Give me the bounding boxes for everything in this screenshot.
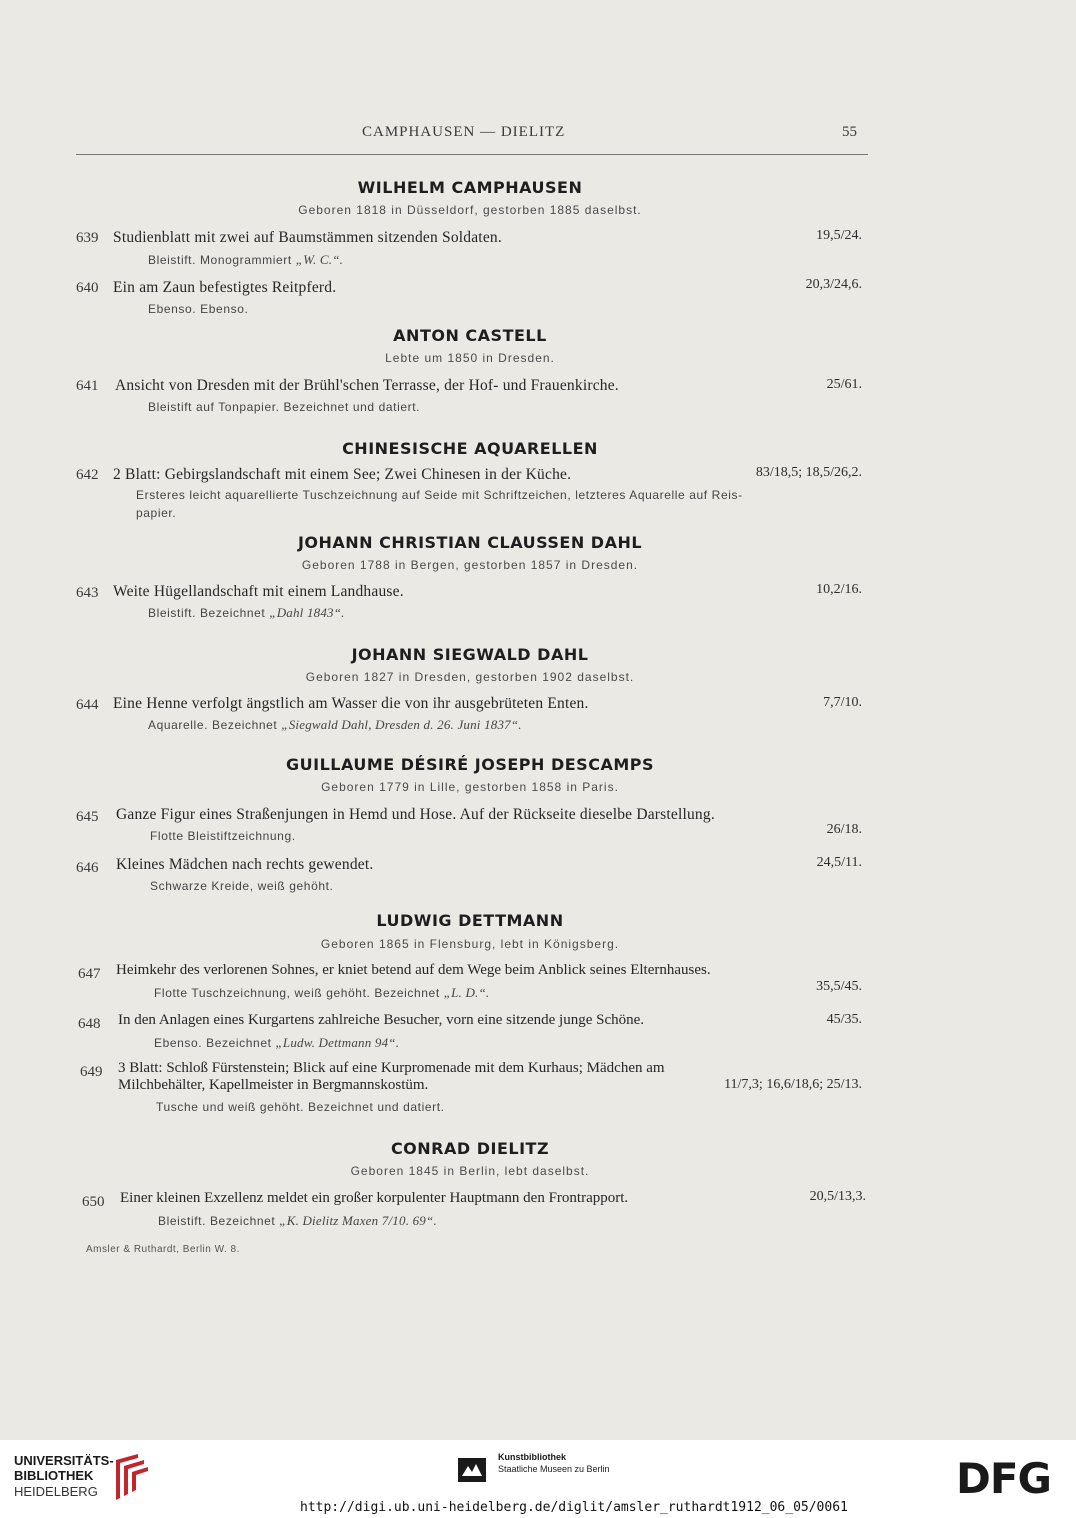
lot-title: Ansicht von Dresden mit der Brühl'schen Terrasse, der Hof- und Frauenkirche. [115,377,619,394]
artist-life: Geboren 1845 in Berlin, lebt daselbst. [350,1164,590,1178]
library-name-line1: UNIVERSITÄTS- [14,1453,114,1468]
dfg-logo[interactable]: DFG [956,1454,1052,1503]
artist-heading: JOHANN CHRISTIAN CLAUSSEN DAHL [297,533,643,552]
lot-note: Bleistift. Bezeichnet „Dahl 1843“. [148,605,345,620]
lot-note: Tusche und weiß gehöht. Bezeichnet und datiert. [156,1100,445,1114]
lot-note: Bleistift. Bezeichnet „K. Dielitz Maxen 7/10. 69“. [158,1213,437,1228]
source-url-link[interactable]: http://digi.ub.uni-heidelberg.de/diglit/amsler_ruthardt1912_06_05/0061 [300,1500,848,1515]
lot-note: Bleistift auf Tonpapier. Bezeichnet und datiert. [148,400,421,414]
lot-dimensions: 35,5/45. [816,979,862,994]
artist-heading: GUILLAUME DÉSIRÉ JOSEPH DESCAMPS [285,755,654,774]
artist-heading: ANTON CASTELL [393,326,547,345]
kunstbibliothek-mark-icon [458,1458,486,1482]
lot-title: 2 Blatt: Gebirgslandschaft mit einem See; Zwei Chinesen in der Küche. [113,466,572,483]
lot-note: Ersteres leicht aquarellierte Tuschzeichnung auf Seide mit Schriftzeichen, letzteres Aquarelle auf Reis- [136,488,743,502]
lot-dimensions: 83/18,5; 18,5/26,2. [755,465,862,480]
artist-life: Lebte um 1850 in Dresden. [385,351,555,365]
lot-title: Kleines Mädchen nach rechts gewendet. [116,856,374,873]
lot-dimensions: 26/18. [826,822,862,837]
lot-number: 640 [76,280,99,296]
lot-dimensions: 19,5/24. [816,228,862,243]
lot-title: Ganze Figur eines Straßenjungen in Hemd und Hose. Auf der Rückseite dieselbe Darstellung. [116,806,715,823]
lot-note-continued: papier. [136,506,177,520]
lot-dimensions: 25/61. [826,377,862,392]
artist-heading: CHINESISCHE AQUARELLEN [342,439,598,458]
artist-life: Geboren 1865 in Flensburg, lebt in Königsberg. [320,937,620,951]
ub-mark-icon [108,1454,148,1502]
lot-title: Studienblatt mit zwei auf Baumstämmen sitzenden Soldaten. [113,229,502,246]
lot-title: Heimkehr des verlorenen Sohnes, er kniet betend auf dem Wege beim Anblick seines Elternhauses. [116,962,711,978]
lot-dimensions: 7,7/10. [823,695,862,710]
lot-note: Bleistift. Monogrammiert „W. C.“. [148,252,344,267]
lot-dimensions: 45/35. [826,1012,862,1027]
artist-heading: JOHANN SIEGWALD DAHL [351,645,589,664]
lot-title: 3 Blatt: Schloß Fürstenstein; Blick auf eine Kurpromenade mit dem Kurhaus; Mädchen am [118,1060,665,1076]
lot-number: 641 [76,378,99,394]
kb-name-line1: Kunstbibliothek [498,1452,566,1462]
lot-title: Einer kleinen Exzellenz meldet ein großer korpulenter Hauptmann den Frontrapport. [120,1190,629,1206]
artist-heading: LUDWIG DETTMANN [376,911,564,930]
header-rule [76,154,868,155]
lot-dimensions: 10,2/16. [816,582,862,597]
lot-number: 650 [82,1194,105,1210]
artist-life: Geboren 1788 in Bergen, gestorben 1857 in Dresden. [301,558,639,572]
lot-number: 639 [76,230,99,246]
library-name-line3: HEIDELBERG [14,1484,98,1499]
artist-life: Geboren 1818 in Düsseldorf, gestorben 1885 daselbst. [298,203,642,217]
artist-life: Geboren 1827 in Dresden, gestorben 1902 daselbst. [305,670,635,684]
kb-name-line2: Staatliche Museen zu Berlin [498,1464,610,1474]
lot-note: Schwarze Kreide, weiß gehöht. [150,879,334,893]
lot-title: Ein am Zaun befestigtes Reitpferd. [113,279,337,296]
ub-heidelberg-logo[interactable] [14,1454,154,1504]
lot-dimensions: 24,5/11. [816,855,862,870]
lot-number: 645 [76,809,99,825]
lot-dimensions: 20,5/13,3. [809,1189,866,1204]
page-number: 55 [842,124,857,140]
lot-note: Ebenso. Ebenso. [148,302,249,316]
lot-title: Weite Hügellandschaft mit einem Landhause. [113,583,404,600]
lot-number: 642 [76,467,99,483]
artist-heading: CONRAD DIELITZ [390,1139,550,1158]
library-name-line2: BIBLIOTHEK [14,1468,94,1483]
lot-title: In den Anlagen eines Kurgartens zahlreiche Besucher, vorn eine sitzende junge Schöne. [118,1012,645,1028]
lot-note: Flotte Bleistiftzeichnung. [150,829,296,843]
running-header: CAMPHAUSEN — DIELITZ [362,124,566,140]
lot-number: 644 [76,697,99,713]
lot-number: 643 [76,585,99,601]
artist-heading: WILHELM CAMPHAUSEN [357,178,583,197]
lot-number: 646 [76,860,99,876]
lot-number: 649 [80,1064,103,1080]
artist-life: Geboren 1779 in Lille, gestorben 1858 in Paris. [321,780,619,794]
lot-title: Eine Henne verfolgt ängstlich am Wasser die von ihr ausgebrüteten Enten. [113,695,589,712]
lot-title-continued: Milchbehälter, Kapellmeister in Bergmannskostüm. [118,1077,429,1093]
digitization-footer [0,1440,1076,1518]
printer-imprint: Amsler & Ruthardt, Berlin W. 8. [86,1244,240,1255]
lot-note: Flotte Tuschzeichnung, weiß gehöht. Bezeichnet „L. D.“. [154,985,490,1000]
lot-note: Aquarelle. Bezeichnet „Siegwald Dahl, Dresden d. 26. Juni 1837“. [148,717,522,732]
lot-number: 648 [78,1016,101,1032]
lot-note: Ebenso. Bezeichnet „Ludw. Dettmann 94“. [154,1035,400,1050]
kunstbibliothek-logo[interactable] [458,1450,628,1490]
lot-dimensions: 20,3/24,6. [805,277,862,292]
lot-dimensions: 11/7,3; 16,6/18,6; 25/13. [724,1077,862,1092]
lot-number: 647 [78,966,101,982]
